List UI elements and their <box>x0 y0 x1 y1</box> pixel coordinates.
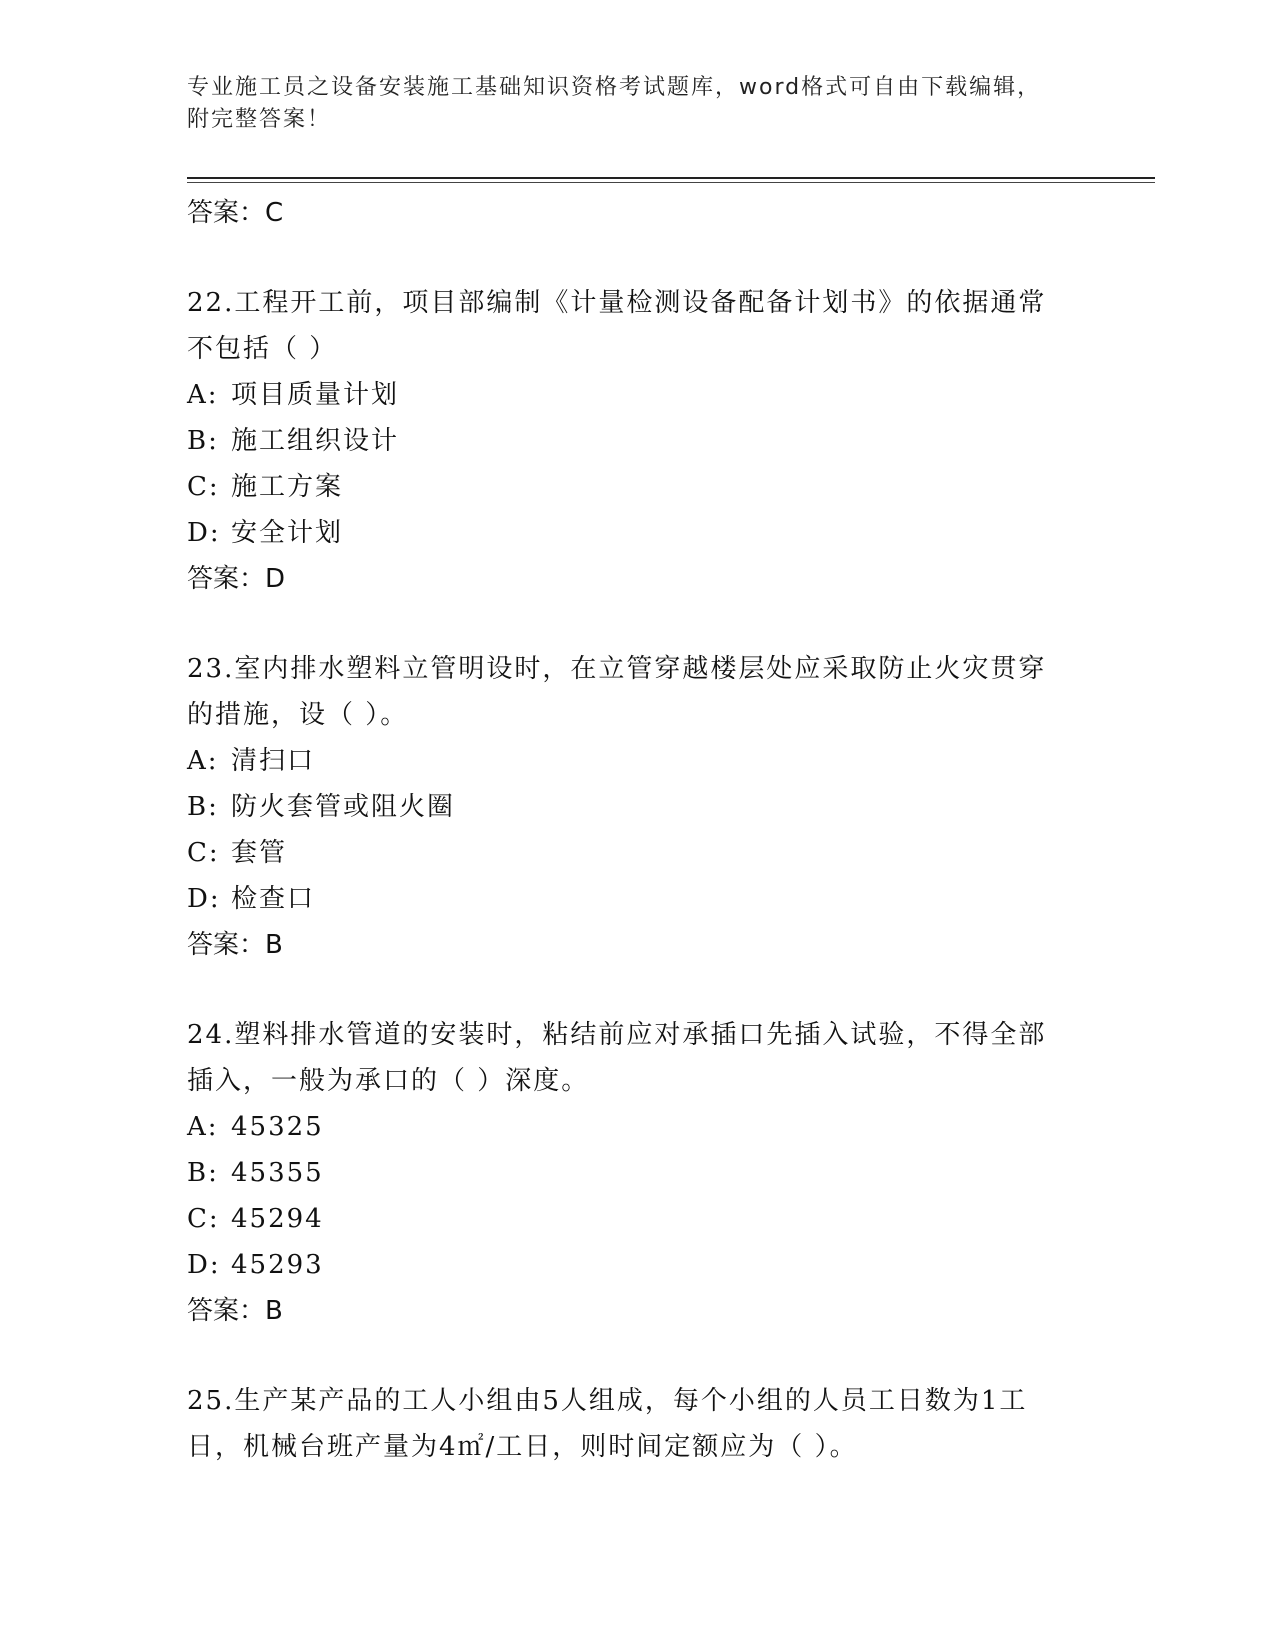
answer-line: 答案：B <box>187 1296 283 1326</box>
option-c: C: 套管 <box>187 838 288 868</box>
question-block <box>187 280 1067 602</box>
option-d: D: 安全计划 <box>187 518 344 548</box>
document-header <box>187 72 1067 136</box>
answer-line: 答案：C <box>187 198 284 228</box>
question-block <box>187 1012 1067 1334</box>
question-stem: 23.室内排水塑料立管明设时，在立管穿越楼层处应采取防止火灾贯穿的措施，设（ ）。 <box>187 654 1047 730</box>
option-d: D: 检查口 <box>187 884 316 914</box>
answer-line: 答案：B <box>187 930 283 960</box>
header-title-line1: 专业施工员之设备安装施工基础知识资格考试题库，word格式可自由下载编辑， <box>187 75 1042 100</box>
option-b: B: 45355 <box>187 1158 324 1188</box>
answer-line: 答案：D <box>187 564 286 594</box>
question-stem: 25.生产某产品的工人小组由5人组成，每个小组的人员工日数为1工日，机械台班产量为4㎡/工日，则时间定额应为（ ）。 <box>187 1386 1028 1462</box>
header-title-line2: 附完整答案！ <box>187 107 332 132</box>
option-b: B: 防火套管或阻火圈 <box>187 792 456 822</box>
option-a: A: 项目质量计划 <box>187 380 400 410</box>
header-divider-thin <box>187 182 1155 183</box>
option-a: A: 清扫口 <box>187 746 316 776</box>
option-b: B: 施工组织设计 <box>187 426 400 456</box>
option-d: D: 45293 <box>187 1250 324 1280</box>
option-c: C: 施工方案 <box>187 472 344 502</box>
header-divider <box>187 177 1155 179</box>
question-block <box>187 646 1067 968</box>
question-block <box>187 1378 1067 1470</box>
option-a: A: 45325 <box>187 1112 324 1142</box>
question-stem: 22.工程开工前，项目部编制《计量检测设备配备计划书》的依据通常不包括（ ） <box>187 288 1047 364</box>
question-list <box>187 190 1067 1470</box>
question-stem: 24.塑料排水管道的安装时，粘结前应对承插口先插入试验，不得全部插入，一般为承口的（ ）深度。 <box>187 1020 1047 1096</box>
option-c: C: 45294 <box>187 1204 324 1234</box>
